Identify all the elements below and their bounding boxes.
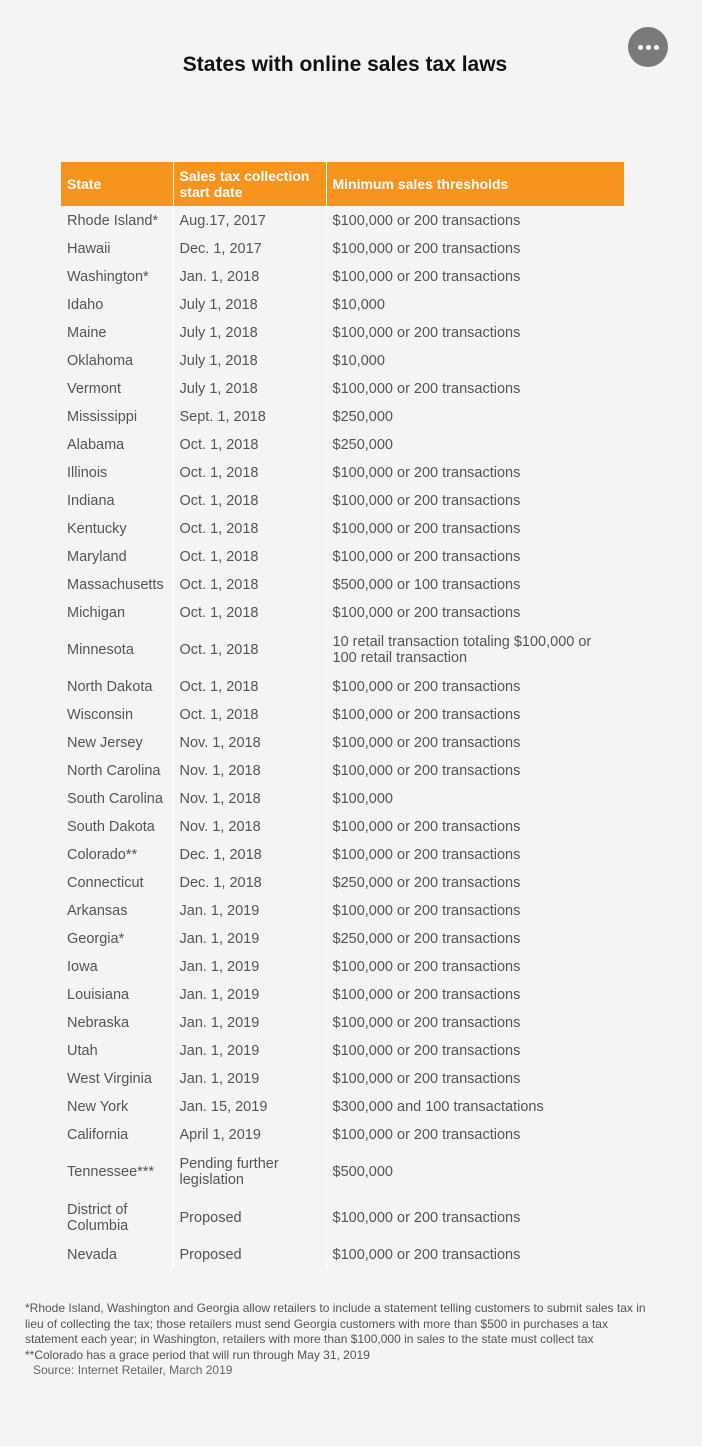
cell-state: South Carolina — [67, 791, 163, 807]
table-row — [61, 431, 624, 459]
table-row — [61, 487, 624, 515]
cell-state: Oklahoma — [67, 353, 134, 369]
cell-start-date: July 1, 2018 — [173, 291, 326, 319]
cell-state: Utah — [67, 1043, 98, 1059]
cell-state: Vermont — [67, 381, 121, 397]
table-row — [61, 235, 624, 263]
sales-tax-table — [61, 162, 624, 1269]
cell-threshold: $250,000 or 200 transactions — [326, 925, 624, 953]
table-row — [61, 841, 624, 869]
cell-start-date: Jan. 1, 2019 — [173, 1009, 326, 1037]
cell-start-date: Nov. 1, 2018 — [173, 729, 326, 757]
table-row — [61, 543, 624, 571]
cell-threshold: $100,000 or 200 transactions — [326, 1195, 624, 1241]
cell-state: Kentucky — [67, 521, 127, 537]
table-row — [61, 1037, 624, 1065]
cell-state: Minnesota — [67, 642, 134, 658]
cell-threshold: $500,000 or 100 transactions — [326, 571, 624, 599]
cell-threshold: $100,000 or 200 transactions — [326, 701, 624, 729]
cell-start-date: Proposed — [173, 1241, 326, 1269]
table-header-row — [61, 162, 624, 206]
cell-state: Washington* — [67, 269, 149, 285]
cell-state: California — [67, 1127, 129, 1143]
table-row — [61, 515, 624, 543]
table-row — [61, 897, 624, 925]
cell-threshold: $100,000 or 200 transactions — [326, 1065, 624, 1093]
table-row — [61, 291, 624, 319]
footnotes — [25, 1301, 661, 1379]
table-row — [61, 627, 624, 673]
cell-state: Indiana — [67, 493, 115, 509]
cell-start-date: Jan. 15, 2019 — [173, 1093, 326, 1121]
cell-start-date: Nov. 1, 2018 — [173, 757, 326, 785]
table-row — [61, 263, 624, 291]
more-horizontal-icon-dot-2 — [646, 45, 651, 50]
cell-threshold: $100,000 or 200 transactions — [326, 981, 624, 1009]
cell-start-date: Oct. 1, 2018 — [173, 543, 326, 571]
table-row — [61, 673, 624, 701]
cell-start-date: Aug.17, 2017 — [173, 206, 326, 235]
cell-threshold: $100,000 or 200 transactions — [326, 1009, 624, 1037]
cell-threshold: $300,000 and 100 transactations — [326, 1093, 624, 1121]
cell-state: Iowa — [67, 959, 98, 975]
cell-state: Illinois — [67, 465, 108, 481]
cell-start-date: Oct. 1, 2018 — [173, 487, 326, 515]
cell-state: Rhode Island* — [67, 212, 159, 229]
cell-start-date: July 1, 2018 — [173, 375, 326, 403]
footnote-double-asterisk: **Colorado has a grace period that will run through May 31, 2019 — [25, 1347, 370, 1362]
cell-start-date: Jan. 1, 2018 — [173, 263, 326, 291]
table-row — [61, 729, 624, 757]
cell-threshold: $100,000 or 200 transactions — [326, 841, 624, 869]
cell-start-date: Sept. 1, 2018 — [173, 403, 326, 431]
cell-state: West Virginia — [67, 1071, 152, 1087]
cell-threshold: $100,000 or 200 transactions — [326, 1037, 624, 1065]
cell-state: South Dakota — [67, 819, 155, 835]
column-header-state: State — [61, 162, 173, 206]
cell-threshold: $100,000 or 200 transactions — [326, 673, 624, 701]
table-row — [61, 1149, 624, 1195]
cell-threshold: $100,000 or 200 transactions — [326, 487, 624, 515]
cell-threshold: $100,000 or 200 transactions — [326, 729, 624, 757]
table-row — [61, 319, 624, 347]
cell-threshold: $100,000 or 200 transactions — [326, 375, 624, 403]
table-row — [61, 981, 624, 1009]
cell-threshold: $100,000 or 200 transactions — [326, 599, 624, 627]
table-row — [61, 757, 624, 785]
cell-threshold: $100,000 or 200 transactions — [326, 319, 624, 347]
cell-state: Michigan — [67, 605, 126, 621]
cell-threshold: $100,000 or 200 transactions — [326, 757, 624, 785]
cell-threshold: $100,000 or 200 transactions — [326, 459, 624, 487]
table-row — [61, 813, 624, 841]
table-row — [61, 571, 624, 599]
cell-state: Hawaii — [67, 241, 111, 257]
cell-state: Idaho — [67, 297, 104, 313]
column-header-threshold: Minimum sales thresholds — [326, 162, 624, 206]
cell-state: Mississippi — [67, 409, 138, 425]
cell-start-date: Oct. 1, 2018 — [173, 571, 326, 599]
cell-state: Colorado** — [67, 847, 138, 863]
source-note: Source: Internet Retailer, March 2019 — [33, 1363, 233, 1377]
table-row — [61, 206, 624, 235]
cell-start-date: Pending further legislation — [173, 1149, 326, 1195]
cell-start-date: Oct. 1, 2018 — [173, 627, 326, 673]
cell-state: Wisconsin — [67, 707, 134, 723]
table-row — [61, 1065, 624, 1093]
cell-state: Louisiana — [67, 987, 130, 1003]
cell-start-date: July 1, 2018 — [173, 319, 326, 347]
cell-start-date: July 1, 2018 — [173, 347, 326, 375]
cell-start-date: Jan. 1, 2019 — [173, 953, 326, 981]
more-horizontal-icon — [638, 45, 643, 50]
cell-start-date: Jan. 1, 2019 — [173, 1037, 326, 1065]
table-body — [61, 206, 624, 1269]
footnote-single-asterisk: *Rhode Island, Washington and Georgia allow retailers to include a statement telling customers to submit sales tax in lieu of collecting the tax; those retailers must send Georgia customers with more than $500 in purchases a tax statement each year; in Washington, retailers with more than $100,000 in sales to the state must collect tax — [25, 1301, 646, 1346]
table-row — [61, 1009, 624, 1037]
cell-threshold: $100,000 or 200 transactions — [326, 515, 624, 543]
table-row — [61, 785, 624, 813]
cell-threshold: $250,000 — [326, 403, 624, 431]
cell-state: Connecticut — [67, 875, 144, 891]
cell-start-date: Oct. 1, 2018 — [173, 431, 326, 459]
cell-start-date: Dec. 1, 2018 — [173, 841, 326, 869]
page-title: States with online sales tax laws — [182, 53, 508, 76]
table-row — [61, 403, 624, 431]
cell-state: Nevada — [67, 1247, 117, 1263]
cell-state: District of Columbia — [67, 1202, 129, 1234]
more-horizontal-icon-dot-3 — [654, 45, 659, 50]
cell-state: Massachusetts — [67, 577, 164, 593]
table-row — [61, 1241, 624, 1269]
cell-threshold: $100,000 or 200 transactions — [326, 235, 624, 263]
table-row — [61, 1121, 624, 1149]
cell-state: New York — [67, 1099, 129, 1115]
cell-threshold: $100,000 or 200 transactions — [326, 953, 624, 981]
cell-state: North Dakota — [67, 679, 153, 695]
cell-state: Maine — [67, 325, 107, 341]
cell-threshold: $100,000 — [326, 785, 624, 813]
cell-threshold: $100,000 or 200 transactions — [326, 206, 624, 235]
table-row — [61, 1195, 624, 1241]
cell-threshold: $250,000 or 200 transactions — [326, 869, 624, 897]
cell-state: Arkansas — [67, 903, 128, 919]
cell-state: Maryland — [67, 549, 127, 565]
table-row — [61, 459, 624, 487]
cell-threshold: $100,000 or 200 transactions — [326, 1121, 624, 1149]
table-row — [61, 953, 624, 981]
cell-threshold: $100,000 or 200 transactions — [326, 1241, 624, 1269]
cell-threshold: $100,000 or 200 transactions — [326, 263, 624, 291]
cell-start-date: Proposed — [173, 1195, 326, 1241]
cell-state: Tennessee*** — [67, 1164, 155, 1180]
cell-start-date: Oct. 1, 2018 — [173, 673, 326, 701]
cell-start-date: Jan. 1, 2019 — [173, 1065, 326, 1093]
table-row — [61, 347, 624, 375]
cell-start-date: April 1, 2019 — [173, 1121, 326, 1149]
table-row — [61, 869, 624, 897]
table-row — [61, 925, 624, 953]
cell-state: Nebraska — [67, 1015, 130, 1031]
cell-threshold: $250,000 — [326, 431, 624, 459]
cell-start-date: Jan. 1, 2019 — [173, 897, 326, 925]
cell-start-date: Nov. 1, 2018 — [173, 813, 326, 841]
cell-threshold: 10 retail transaction totaling $100,000 or 100 retail transaction — [326, 627, 624, 673]
cell-threshold: $500,000 — [326, 1149, 624, 1195]
cell-state: Alabama — [67, 437, 125, 453]
cell-threshold: $10,000 — [326, 291, 624, 319]
cell-start-date: Oct. 1, 2018 — [173, 459, 326, 487]
table-row — [61, 701, 624, 729]
cell-start-date: Oct. 1, 2018 — [173, 701, 326, 729]
cell-state: New Jersey — [67, 735, 143, 751]
table-row — [61, 1093, 624, 1121]
cell-start-date: Jan. 1, 2019 — [173, 981, 326, 1009]
table-row — [61, 375, 624, 403]
cell-start-date: Nov. 1, 2018 — [173, 785, 326, 813]
cell-start-date: Jan. 1, 2019 — [173, 925, 326, 953]
table-row — [61, 599, 624, 627]
cell-start-date: Dec. 1, 2017 — [173, 235, 326, 263]
cell-threshold: $100,000 or 200 transactions — [326, 813, 624, 841]
cell-state: North Carolina — [67, 763, 161, 779]
cell-threshold: $100,000 or 200 transactions — [326, 897, 624, 925]
cell-state: Georgia* — [67, 931, 125, 947]
cell-threshold: $100,000 or 200 transactions — [326, 543, 624, 571]
column-header-start-date: Sales tax collection start date — [173, 162, 326, 206]
cell-start-date: Oct. 1, 2018 — [173, 515, 326, 543]
cell-start-date: Oct. 1, 2018 — [173, 599, 326, 627]
cell-start-date: Dec. 1, 2018 — [173, 869, 326, 897]
cell-threshold: $10,000 — [326, 347, 624, 375]
